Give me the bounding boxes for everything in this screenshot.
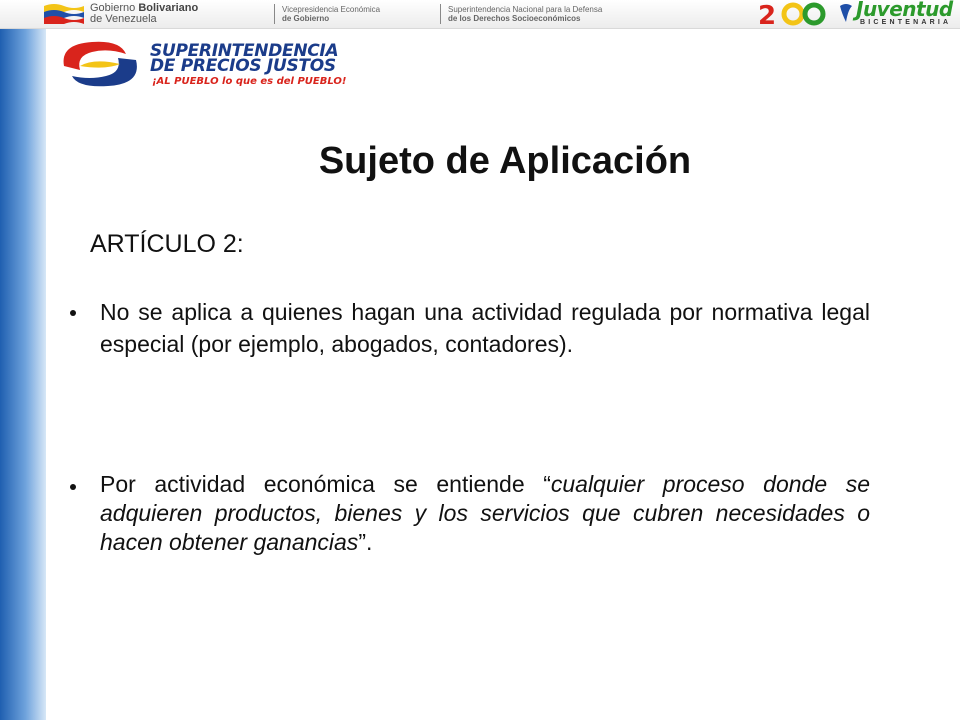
divider [440, 4, 441, 24]
gobierno-bolivariano-label: Gobierno Bolivariano de Venezuela [90, 2, 199, 25]
juventud-bicentenaria-logo: Juventud BICENTENARIA [836, 0, 960, 30]
left-accent-bar [0, 28, 46, 720]
bicentenario-200-logo-icon [758, 0, 834, 28]
divider [274, 4, 275, 24]
government-banner [0, 0, 960, 29]
bullet-text: No se aplica a quienes hagan una actividad regulada por normativa legal especial (por ejemplo, abogados, contadores). [100, 299, 870, 357]
superintendencia-swirl-logo-icon [50, 36, 150, 92]
superintendencia-title: SUPERINTENDENCIA DE PRECIOS JUSTOS [150, 41, 339, 76]
bullet-dot-icon [70, 484, 76, 490]
list-item [70, 470, 870, 557]
bullet-text: Por actividad económica se entiende “cualquier proceso donde se adquieren productos, bienes y los servicios que cubren necesidades o hacen obtener ganancias”. [100, 471, 870, 555]
venezuela-flag-icon [44, 4, 84, 24]
page-title: Sujeto de Aplicación [318, 140, 692, 182]
bullet-dot-icon [70, 310, 76, 316]
superintendencia-nacional-label: Superintendencia Nacional para la Defensa de los Derechos Socioeconómicos [448, 5, 603, 23]
svg-text:2: 2 [758, 1, 777, 28]
slogan: ¡AL PUEBLO lo que es del PUEBLO! [152, 76, 347, 87]
juventud-mark-icon [836, 2, 856, 26]
list-item [70, 296, 870, 360]
vicepresidencia-label: Vicepresidencia Económica de Gobierno [282, 5, 381, 23]
article-heading: ARTÍCULO 2: [90, 230, 244, 258]
